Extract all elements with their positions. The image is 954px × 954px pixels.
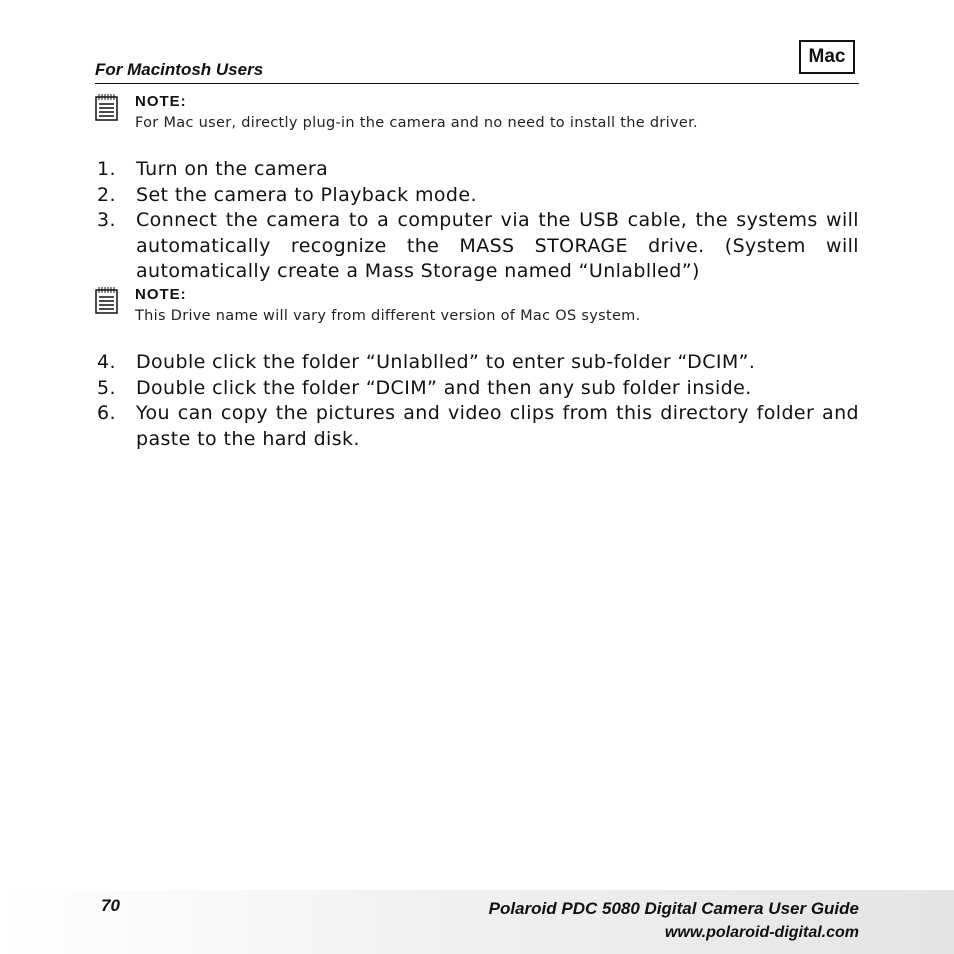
- step-number: 2.: [97, 183, 116, 206]
- step-number: 1.: [97, 158, 116, 180]
- list-item: [95, 208, 859, 285]
- note-text: This Drive name will vary from different version of Mac OS system.: [135, 308, 641, 324]
- notepad-icon: [95, 286, 119, 314]
- header-rule: [95, 83, 859, 84]
- step-text: Double click the folder “DCIM” and then any sub folder inside.: [136, 376, 752, 399]
- steps-list: [95, 350, 859, 452]
- step-text: Double click the folder “Unlablled” to enter sub-folder “DCIM”.: [136, 351, 756, 373]
- step-number: 6.: [97, 402, 116, 424]
- notepad-icon: [95, 93, 119, 121]
- list-item: [95, 157, 859, 183]
- step-text: Connect the camera to a computer via the USB cable, the systems will automatically recognize the MASS STORAGE drive. (System will automatically create a Mass Storage named “Unlablled”): [136, 209, 859, 282]
- note-text: For Mac user, directly plug-in the camera and no need to install the driver.: [135, 115, 698, 131]
- step-text: You can copy the pictures and video clips from this directory folder and paste to the hard disk.: [136, 402, 859, 450]
- section-title: For Macintosh Users: [95, 60, 264, 79]
- step-number: 5.: [97, 376, 116, 399]
- footer-url: www.polaroid-digital.com: [664, 924, 859, 941]
- list-item: [95, 401, 859, 452]
- note-label: NOTE:: [135, 286, 187, 303]
- steps-list: [95, 157, 859, 285]
- list-item: [95, 376, 859, 402]
- step-text: Turn on the camera: [136, 158, 329, 180]
- footer-title: Polaroid PDC 5080 Digital Camera User Guide: [488, 899, 859, 918]
- page-number: 70: [101, 896, 120, 915]
- list-item: [95, 350, 859, 376]
- list-item: [95, 183, 859, 209]
- note-label: NOTE:: [135, 93, 187, 110]
- mac-badge: Mac: [799, 40, 855, 74]
- step-number: 3.: [97, 209, 116, 231]
- step-text: Set the camera to Playback mode.: [136, 183, 477, 206]
- step-number: 4.: [97, 351, 116, 373]
